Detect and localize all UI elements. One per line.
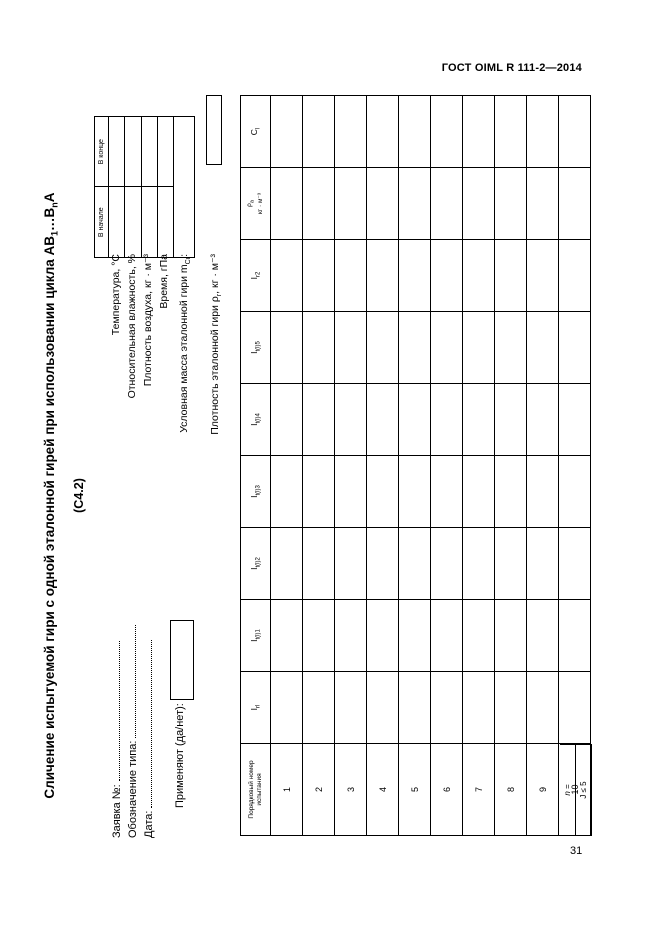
data-cell[interactable] xyxy=(367,672,399,744)
data-cell[interactable] xyxy=(367,240,399,312)
env-cell[interactable] xyxy=(157,187,173,258)
j-limit-cell: J ≤ 5 xyxy=(576,744,592,836)
table-row xyxy=(463,96,495,836)
data-cell[interactable] xyxy=(399,312,431,384)
table-row xyxy=(399,96,431,836)
data-cell[interactable] xyxy=(271,600,303,672)
data-cell[interactable] xyxy=(399,528,431,600)
data-cell[interactable] xyxy=(303,528,335,600)
date-field[interactable] xyxy=(142,640,155,838)
trial-number-cell: 2 xyxy=(303,744,335,836)
data-cell[interactable] xyxy=(335,312,367,384)
data-cell[interactable] xyxy=(463,384,495,456)
env-label-time: Время, гПа xyxy=(158,254,170,309)
data-cell[interactable] xyxy=(559,384,591,456)
trial-number-cell: 1 xyxy=(271,744,303,836)
table-row xyxy=(335,96,367,836)
reference-density-input-box[interactable] xyxy=(206,95,222,165)
data-cell[interactable] xyxy=(431,312,463,384)
data-cell[interactable] xyxy=(495,168,527,240)
env-cell[interactable] xyxy=(109,117,125,187)
data-cell[interactable] xyxy=(271,528,303,600)
conventional-mass-label: Условная масса эталонной гири $m_{Cr}$: xyxy=(178,254,193,433)
data-cell[interactable] xyxy=(463,168,495,240)
data-cell[interactable] xyxy=(271,312,303,384)
table-row xyxy=(431,96,463,836)
trial-number-cell: 8 xyxy=(495,744,527,836)
data-cell[interactable] xyxy=(559,312,591,384)
type-designation-field[interactable] xyxy=(126,625,139,838)
data-cell[interactable] xyxy=(335,672,367,744)
data-cell[interactable] xyxy=(463,312,495,384)
trial-number-cell: 4 xyxy=(367,744,399,836)
data-cell[interactable] xyxy=(431,456,463,528)
data-cell[interactable] xyxy=(559,672,591,744)
env-label-air-density: Плотность воздуха, кг · м⁻³ xyxy=(142,254,154,387)
data-cell[interactable] xyxy=(303,96,335,168)
applied-label: Применяют (да/нет): xyxy=(174,703,186,808)
data-cell[interactable] xyxy=(367,96,399,168)
data-cell[interactable] xyxy=(303,240,335,312)
data-cell[interactable] xyxy=(271,168,303,240)
data-cell[interactable] xyxy=(495,240,527,312)
env-header-end: В конце xyxy=(95,117,109,187)
data-cell[interactable] xyxy=(431,168,463,240)
data-cell[interactable] xyxy=(495,312,527,384)
table-row xyxy=(271,96,303,836)
trial-number-cell: 6 xyxy=(431,744,463,836)
data-cell[interactable] xyxy=(559,528,591,600)
measurement-table xyxy=(240,95,591,836)
data-cell[interactable] xyxy=(303,312,335,384)
reference-density-label: Плотность эталонной гири $\rho_r$, кг · м⁻³ xyxy=(209,254,224,435)
env-cell[interactable] xyxy=(157,117,173,187)
env-cell[interactable] xyxy=(109,187,125,258)
data-cell[interactable] xyxy=(559,168,591,240)
date-label: Дата: xyxy=(143,810,155,838)
form-title: Сличение испытуемой гири с одной эталонной гирей при использовании цикла $AB_1\dots B_nA$ xyxy=(42,192,60,799)
data-cell[interactable] xyxy=(399,168,431,240)
data-cell[interactable] xyxy=(303,168,335,240)
data-cell[interactable] xyxy=(367,600,399,672)
data-cell[interactable] xyxy=(495,384,527,456)
header-I-rl: $I_{rl}$ xyxy=(241,672,271,744)
data-cell[interactable] xyxy=(271,240,303,312)
env-cell[interactable] xyxy=(141,117,157,187)
header-rho-a: $\rho_a$ кг · м⁻³ xyxy=(241,168,271,240)
data-cell[interactable] xyxy=(399,600,431,672)
data-cell[interactable] xyxy=(527,384,559,456)
data-cell[interactable] xyxy=(527,312,559,384)
header-I-tl4: $I_{t(l)4}$ xyxy=(241,384,271,456)
header-I-r2: $I_{r2}$ xyxy=(241,240,271,312)
data-cell[interactable] xyxy=(399,456,431,528)
data-cell[interactable] xyxy=(463,672,495,744)
n-count-cell[interactable]: n = xyxy=(560,744,576,836)
header-C-l: $C_l$ xyxy=(241,96,271,168)
data-cell[interactable] xyxy=(559,600,591,672)
data-cell[interactable] xyxy=(399,240,431,312)
data-cell[interactable] xyxy=(463,96,495,168)
data-cell[interactable] xyxy=(303,456,335,528)
data-cell[interactable] xyxy=(399,96,431,168)
data-cell[interactable] xyxy=(367,384,399,456)
data-cell[interactable] xyxy=(527,168,559,240)
header-I-tl2: $I_{t(l)2}$ xyxy=(241,528,271,600)
data-cell[interactable] xyxy=(303,384,335,456)
trial-number-cell: 10 xyxy=(559,744,591,836)
conventional-mass-input-box[interactable] xyxy=(173,116,195,258)
data-cell[interactable] xyxy=(367,456,399,528)
data-cell[interactable] xyxy=(559,240,591,312)
data-cell[interactable] xyxy=(431,528,463,600)
data-cell[interactable] xyxy=(527,456,559,528)
data-cell[interactable] xyxy=(463,600,495,672)
rotated-page-content xyxy=(42,88,602,898)
data-cell[interactable] xyxy=(399,672,431,744)
application-field[interactable] xyxy=(110,641,123,838)
data-cell[interactable] xyxy=(367,312,399,384)
header-trial-number: Порядковый номер испытания xyxy=(241,744,271,836)
data-cell[interactable] xyxy=(495,528,527,600)
data-cell[interactable] xyxy=(495,600,527,672)
data-cell[interactable] xyxy=(527,96,559,168)
data-cell[interactable] xyxy=(559,456,591,528)
data-cell[interactable] xyxy=(303,672,335,744)
environment-table xyxy=(94,116,174,258)
trial-number-cell: 5 xyxy=(399,744,431,836)
env-cell[interactable] xyxy=(125,117,141,187)
data-cell[interactable] xyxy=(271,456,303,528)
data-cell[interactable] xyxy=(527,528,559,600)
table-row xyxy=(559,96,591,836)
applied-input-box[interactable] xyxy=(170,620,194,700)
data-cell[interactable] xyxy=(431,672,463,744)
data-cell[interactable] xyxy=(527,240,559,312)
data-cell[interactable] xyxy=(463,240,495,312)
application-label: Заявка №: xyxy=(111,784,123,838)
data-cell[interactable] xyxy=(463,528,495,600)
standard-code: ГОСТ OIML R 111-2—2014 xyxy=(441,62,582,74)
data-cell[interactable] xyxy=(463,456,495,528)
data-cell[interactable] xyxy=(271,672,303,744)
data-cell[interactable] xyxy=(335,384,367,456)
header-I-tl3: $I_{t(l)3}$ xyxy=(241,456,271,528)
form-subtitle: (C4.2) xyxy=(72,478,86,513)
data-cell[interactable] xyxy=(271,384,303,456)
env-cell[interactable] xyxy=(125,187,141,258)
table-row xyxy=(495,96,527,836)
data-cell[interactable] xyxy=(335,600,367,672)
header-I-tl1: $I_{t(l)1}$ xyxy=(241,600,271,672)
data-cell[interactable] xyxy=(431,240,463,312)
trial-number-cell: 3 xyxy=(335,744,367,836)
table-row xyxy=(527,96,559,836)
data-cell[interactable] xyxy=(335,456,367,528)
data-cell[interactable] xyxy=(559,96,591,168)
data-cell[interactable] xyxy=(495,456,527,528)
env-label-temperature: Температура, °С xyxy=(110,254,122,336)
table-row xyxy=(367,96,399,836)
page-number: 31 xyxy=(570,845,583,857)
env-cell[interactable] xyxy=(141,187,157,258)
data-cell[interactable] xyxy=(271,96,303,168)
data-cell[interactable] xyxy=(431,600,463,672)
data-cell[interactable] xyxy=(303,600,335,672)
type-designation-label: Обозначение типа: xyxy=(127,740,139,838)
data-cell[interactable] xyxy=(335,96,367,168)
trial-number-cell: 7 xyxy=(463,744,495,836)
data-cell[interactable] xyxy=(527,600,559,672)
data-cell[interactable] xyxy=(335,528,367,600)
data-cell[interactable] xyxy=(527,672,559,744)
data-cell[interactable] xyxy=(495,96,527,168)
data-cell[interactable] xyxy=(367,168,399,240)
data-cell[interactable] xyxy=(335,240,367,312)
data-cell[interactable] xyxy=(431,96,463,168)
data-cell[interactable] xyxy=(367,528,399,600)
data-cell[interactable] xyxy=(431,384,463,456)
trial-number-cell: 9 xyxy=(527,744,559,836)
table-row xyxy=(303,96,335,836)
data-cell[interactable] xyxy=(399,384,431,456)
data-cell[interactable] xyxy=(495,672,527,744)
data-cell[interactable] xyxy=(335,168,367,240)
header-I-tl5: $I_{t(l)5}$ xyxy=(241,312,271,384)
env-label-humidity: Относительная влажность, % xyxy=(126,254,138,399)
env-header-start: В начале xyxy=(95,187,109,258)
